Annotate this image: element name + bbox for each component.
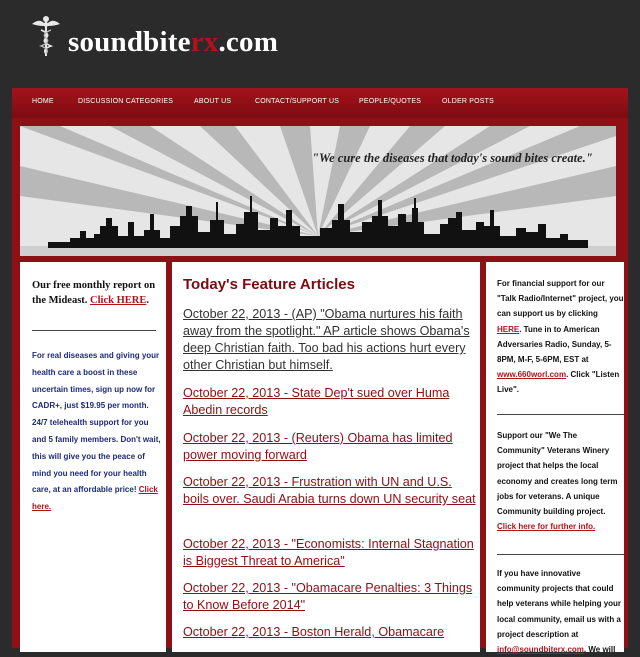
- left-divider: [32, 330, 156, 331]
- article-link[interactable]: October 22, 2013 - Frustration with UN and U.S. boils over. Saudi Arabia turns down UN security seat: [183, 475, 476, 506]
- article-link[interactable]: October 22, 2013 - Boston Herald, Obamacare: [183, 625, 445, 639]
- site-header: [0, 0, 640, 88]
- banner-quote: "We cure the diseases that today's sound bites create.": [312, 151, 593, 165]
- header-banner: [20, 126, 616, 256]
- article-link[interactable]: October 22, 2013 - State Dep't sued over Huma Abedin records: [183, 386, 450, 417]
- article-link[interactable]: October 22, 2013 - "Economists: Internal Stagnation is Biggest Threat to America": [183, 537, 474, 568]
- article-link[interactable]: October 22, 2013 - (AP) "Obama nurtures his faith away from the spotlight." AP article shows Obama's deep Christian faith. Too bad his actions hurt every other Christian but himself.: [183, 307, 470, 372]
- main-nav: [12, 88, 628, 118]
- nav-about-us[interactable]: ABOUT US: [194, 98, 232, 105]
- promo-link[interactable]: Click here.: [32, 485, 158, 512]
- caduceus-icon: [30, 14, 62, 58]
- report-text: Our free monthly report on the Mideast.: [32, 280, 156, 306]
- article-link[interactable]: October 22, 2013 - (Reuters) Obama has limited power moving forward: [183, 431, 453, 462]
- left-sidebar: [20, 262, 166, 652]
- winery-info-link[interactable]: Click here for further info.: [497, 522, 596, 532]
- article-link[interactable]: October 22, 2013 - "Obamacare Penalties: 3 Things to Know Before 2014": [183, 581, 473, 612]
- email-link[interactable]: info@soundbiterx.com: [497, 645, 584, 655]
- promo-text: For real diseases and giving your health care a boost in these uncertain times, sign up now for CADR+, just $19.95 per month. 24/7 telehealth support for you and 5 family members. Don't wait, this will give you the peace of mind you need for your health care, at an affordable price!: [32, 351, 161, 495]
- projects-block: [497, 566, 624, 657]
- winery-block: [497, 428, 624, 534]
- nav-home[interactable]: HOME: [32, 98, 54, 105]
- mideast-report: [32, 278, 160, 308]
- logo-rx: rx: [190, 26, 219, 58]
- cadr-promo: [32, 348, 162, 516]
- radio-end: . Click "Listen Live".: [497, 370, 620, 395]
- right-sidebar: [486, 262, 624, 655]
- winery-text: Support our "We The Community" Veterans Winery project that helps the local economy and creates long term jobs for veterans. A unique Community building project.: [497, 431, 618, 517]
- site-logo[interactable]: [68, 26, 278, 59]
- radio-support-block: [497, 276, 624, 398]
- feature-title: Today's Feature Articles: [183, 276, 355, 293]
- radio-site-link[interactable]: www.660worl.com: [497, 370, 567, 380]
- nav-older-posts[interactable]: OLDER POSTS: [442, 98, 494, 105]
- report-link[interactable]: Click HERE: [90, 295, 147, 306]
- radio-text: For financial support for our "Talk Radio/Internet" project, you can support us by clicking: [497, 279, 624, 319]
- logo-main: soundbite: [68, 26, 191, 58]
- logo-tld: .com: [218, 26, 279, 58]
- nav-contact-support[interactable]: CONTACT/SUPPORT US: [255, 98, 340, 105]
- nav-people-quotes[interactable]: PEOPLE/QUOTES: [359, 98, 422, 105]
- support-here-link[interactable]: HERE: [497, 324, 520, 334]
- main-content: [172, 262, 480, 652]
- right-divider: [497, 554, 624, 555]
- skyline-illustration: [20, 126, 616, 256]
- projects-end: . We will: [583, 645, 616, 655]
- report-end: .: [146, 295, 149, 306]
- projects-text: If you have innovative community projects that could help veterans while helping your local community, email us with a project description at: [497, 569, 622, 639]
- nav-discussion-categories[interactable]: DISCUSSION CATEGORIES: [78, 98, 174, 105]
- right-divider: [497, 414, 624, 415]
- radio-mid: . Tune in to American Adversaries Radio, Sunday, 5-8PM, M-F, 5-6PM, EST at: [497, 324, 612, 365]
